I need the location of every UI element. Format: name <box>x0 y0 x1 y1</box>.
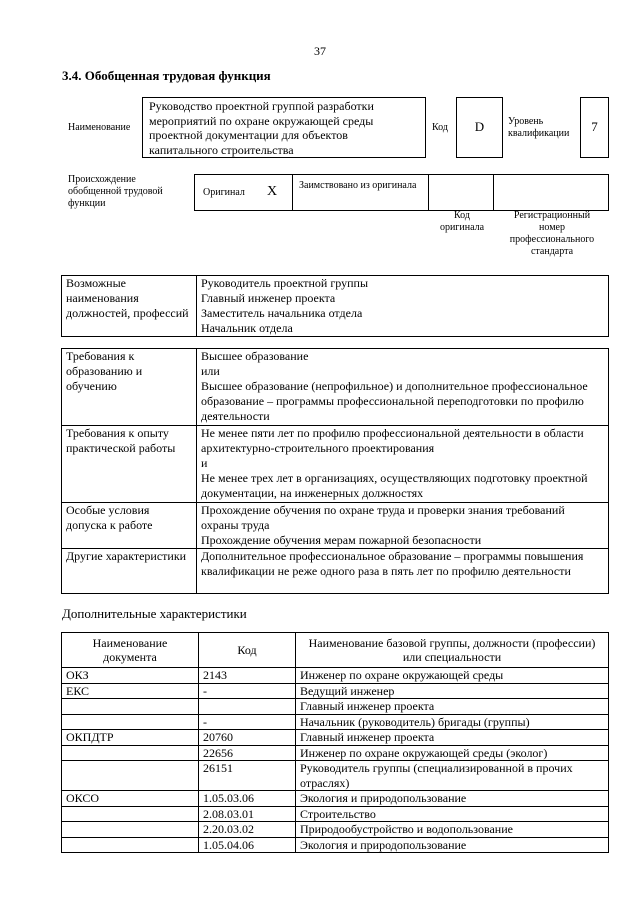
requirements-table <box>61 348 609 594</box>
code-value: D <box>456 97 503 158</box>
section-title: 3.4. Обобщенная трудовая функция <box>62 68 271 83</box>
extra-title: Дополнительные характеристики <box>62 606 247 621</box>
table-cell-doc: ОКПДТР <box>62 730 199 746</box>
table-cell-name: Экология и природопользование <box>296 791 609 807</box>
table-cell-name: Начальник (руководитель) бригады (группы) <box>296 714 609 730</box>
requirement-line: Не менее трех лет в организациях, осуществляющих подготовку проектной документации, на инженерных должностях <box>201 471 588 500</box>
table-cell-name: Главный инженер проекта <box>296 730 609 746</box>
code-label: Код <box>432 122 448 133</box>
table-row <box>62 668 609 684</box>
table-cell-name: Руководитель группы (специализированной в прочих отраслях) <box>296 761 609 791</box>
table-cell-code: 2.20.03.02 <box>199 822 296 838</box>
table-cell-doc: ОКСО <box>62 791 199 807</box>
table-cell-code: - <box>199 683 296 699</box>
requirement-value <box>197 349 609 426</box>
table-row <box>62 806 609 822</box>
divider <box>428 174 429 211</box>
table-cell-doc <box>62 745 199 761</box>
table-cell-code: 20760 <box>199 730 296 746</box>
requirement-label: Другие характеристики <box>62 549 197 594</box>
table-cell-doc <box>62 806 199 822</box>
table-row <box>62 791 609 807</box>
table-cell-name: Природообустройство и водопользование <box>296 822 609 838</box>
table-cell-doc <box>62 699 199 715</box>
table-row <box>62 714 609 730</box>
table-cell-code: 2.08.03.01 <box>199 806 296 822</box>
table-cell-code: 22656 <box>199 745 296 761</box>
requirement-label: Требования к опыту практической работы <box>62 426 197 503</box>
table-cell-doc: ЕКС <box>62 683 199 699</box>
position-item: Главный инженер проекта <box>201 291 336 305</box>
original-label: Оригинал <box>203 187 245 198</box>
position-item: Заместитель начальника отдела <box>201 306 363 320</box>
function-name-box <box>142 97 426 158</box>
position-item: Руководитель проектной группы <box>201 276 369 290</box>
code-original-caption: Код оригинала <box>439 210 485 233</box>
table-row <box>62 745 609 761</box>
positions-list <box>197 276 609 337</box>
table-row <box>62 730 609 746</box>
table-cell-name: Инженер по охране окружающей среды (эколог) <box>296 745 609 761</box>
original-mark: X <box>267 184 278 199</box>
column-header: Наименование базовой группы, должности (профессии) или специальности <box>296 633 609 668</box>
table-row <box>62 699 609 715</box>
divider <box>493 174 494 211</box>
table-cell-doc <box>62 761 199 791</box>
reg-number-caption: Регистрационный номер профессионального стандарта <box>509 210 595 257</box>
level-label: Уровень квалификации <box>508 116 570 139</box>
positions-table <box>61 275 609 337</box>
requirement-line: Дополнительное профессиональное образование – программы повышения квалификации не реже одного раза в пять лет по профилю деятельности <box>201 549 584 578</box>
origin-label: Происхождение обобщенной трудовой функции <box>68 174 163 209</box>
extra-table <box>61 632 609 853</box>
table-cell-name: Ведущий инженер <box>296 683 609 699</box>
table-row <box>62 837 609 853</box>
positions-label: Возможные наименования должностей, профессий <box>62 276 197 337</box>
table-row <box>62 822 609 838</box>
column-header: Код <box>199 633 296 668</box>
table-row <box>62 683 609 699</box>
table-cell-name: Экология и природопользование <box>296 837 609 853</box>
table-cell-code: 1.05.03.06 <box>199 791 296 807</box>
table-cell-doc <box>62 822 199 838</box>
page-number: 37 <box>314 44 326 58</box>
borrowed-label: Заимствовано из оригинала <box>299 180 417 191</box>
origin-row <box>194 174 609 211</box>
position-item: Начальник отдела <box>201 321 293 335</box>
table-cell-code <box>199 699 296 715</box>
requirement-label: Требования к образованию и обучению <box>62 349 197 426</box>
requirement-line: и <box>201 456 208 470</box>
table-cell-name: Главный инженер проекта <box>296 699 609 715</box>
requirement-value <box>197 549 609 594</box>
table-cell-code: 1.05.04.06 <box>199 837 296 853</box>
table-cell-code: 2143 <box>199 668 296 684</box>
requirement-value <box>197 503 609 549</box>
requirement-line: Прохождение обучения мерам пожарной безопасности <box>201 533 482 547</box>
table-cell-doc <box>62 837 199 853</box>
name-label: Наименование <box>68 122 131 133</box>
table-cell-name: Строительство <box>296 806 609 822</box>
requirement-line: Высшее образование (непрофильное) и дополнительное профессиональное образование – программы профессиональной переподготовки по профилю деятельности <box>201 379 588 423</box>
table-cell-code: 26151 <box>199 761 296 791</box>
level-value: 7 <box>580 97 609 158</box>
table-cell-code: - <box>199 714 296 730</box>
requirement-line: Прохождение обучения по охране труда и проверки знания требований охраны труда <box>201 503 565 532</box>
table-cell-doc: ОКЗ <box>62 668 199 684</box>
table-row <box>62 761 609 791</box>
requirement-label: Особые условия допуска к работе <box>62 503 197 549</box>
function-name: Руководство проектной группой разработки мероприятий по охране окружающей среды проектной документации для объектов капитального строительства <box>149 99 374 157</box>
divider <box>292 174 293 211</box>
requirement-line: Не менее пяти лет по профилю профессиональной деятельности в области архитектурно-строительного проектирования <box>201 426 584 455</box>
table-cell-doc <box>62 714 199 730</box>
table-cell-name: Инженер по охране окружающей среды <box>296 668 609 684</box>
column-header: Наименование документа <box>62 633 199 668</box>
requirement-line: или <box>201 364 220 378</box>
requirement-line: Высшее образование <box>201 349 309 363</box>
requirement-value <box>197 426 609 503</box>
